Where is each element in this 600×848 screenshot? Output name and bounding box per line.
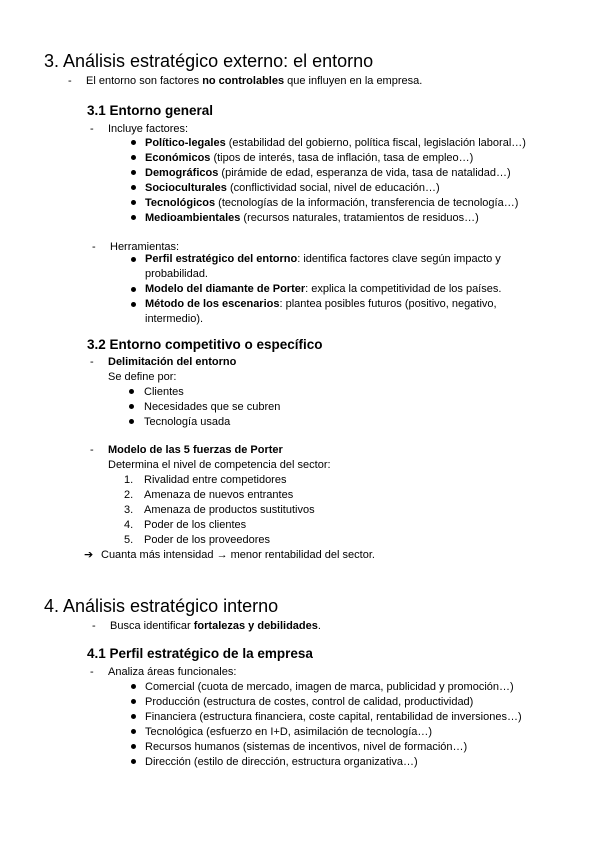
functional-area-item: Recursos humanos (sistemas de incentivos, nivel de formación…) bbox=[145, 741, 468, 753]
dash-marker: - bbox=[92, 620, 96, 632]
section-3-2-title: 3.2 Entorno competitivo o específico bbox=[87, 337, 323, 352]
factor-item: Tecnológicos (tecnologías de la información, transferencia de tecnología…) bbox=[145, 197, 519, 209]
functional-area-item: Comercial (cuota de mercado, imagen de marca, publicidad y promoción…) bbox=[145, 681, 514, 693]
tools-label: Herramientas: bbox=[110, 241, 180, 253]
bullet-icon bbox=[131, 714, 136, 719]
dash-marker: - bbox=[92, 241, 96, 253]
dash-marker: - bbox=[90, 356, 94, 368]
list-number: 2. bbox=[124, 489, 134, 501]
dash-marker: - bbox=[90, 666, 94, 678]
porter-item: Poder de los clientes bbox=[144, 519, 247, 531]
section-4-intro: Busca identificar fortalezas y debilidades. bbox=[110, 620, 321, 632]
delimitation-item: Clientes bbox=[144, 386, 184, 398]
porter-conclusion: Cuanta más intensidad → menor rentabilidad del sector. bbox=[101, 549, 375, 561]
factor-item: Medioambientales (recursos naturales, tratamientos de residuos…) bbox=[145, 212, 479, 224]
tool-item: Método de los escenarios: plantea posibles futuros (positivo, negativo, intermedio). bbox=[145, 298, 497, 325]
dash-marker: - bbox=[68, 75, 72, 87]
bullet-icon bbox=[131, 744, 136, 749]
porter-item: Rivalidad entre competidores bbox=[144, 474, 287, 486]
factor-item: Económicos (tipos de interés, tasa de inflación, tasa de empleo…) bbox=[145, 152, 474, 164]
list-number: 4. bbox=[124, 519, 134, 531]
arrow-icon: ➔ bbox=[84, 549, 94, 561]
delimitation-title: Delimitación del entorno bbox=[108, 356, 237, 368]
bullet-icon bbox=[131, 699, 136, 704]
section-3-1-title: 3.1 Entorno general bbox=[87, 103, 214, 118]
factor-item: Político-legales (estabilidad del gobierno, política fiscal, legislación laboral…) bbox=[145, 137, 526, 149]
functional-area-item: Tecnológica (esfuerzo en I+D, asimilación de tecnología…) bbox=[145, 726, 433, 738]
factors-label: Incluye factores: bbox=[108, 123, 189, 135]
section-3-intro: El entorno son factores no controlables que influyen en la empresa. bbox=[86, 75, 423, 87]
bullet-icon bbox=[131, 170, 136, 175]
tool-item: Modelo del diamante de Porter: explica la competitividad de los países. bbox=[145, 283, 502, 295]
bullet-icon bbox=[131, 200, 136, 205]
list-number: 5. bbox=[124, 534, 134, 546]
bullet-icon bbox=[131, 185, 136, 190]
bullet-icon bbox=[131, 684, 136, 689]
bullet-icon bbox=[131, 302, 136, 307]
bullet-icon bbox=[129, 404, 134, 409]
bullet-icon bbox=[129, 389, 134, 394]
list-number: 3. bbox=[124, 504, 134, 516]
bullet-icon bbox=[131, 257, 136, 262]
functional-area-item: Financiera (estructura financiera, coste capital, rentabilidad de inversiones…) bbox=[145, 711, 522, 723]
porter-item: Amenaza de productos sustitutivos bbox=[144, 504, 315, 516]
porter-subtitle: Determina el nivel de competencia del sector: bbox=[108, 459, 331, 471]
porter-item: Amenaza de nuevos entrantes bbox=[144, 489, 294, 501]
bullet-icon bbox=[131, 287, 136, 292]
list-number: 1. bbox=[124, 474, 134, 486]
factor-item: Demográficos (pirámide de edad, esperanza de vida, tasa de natalidad…) bbox=[145, 167, 511, 179]
bullet-icon bbox=[131, 155, 136, 160]
bullet-icon bbox=[131, 729, 136, 734]
section-4-title: 4. Análisis estratégico interno bbox=[44, 596, 279, 616]
functional-area-item: Producción (estructura de costes, control de calidad, productividad) bbox=[145, 696, 474, 708]
factor-item: Socioculturales (conflictividad social, nivel de educación…) bbox=[145, 182, 440, 194]
bullet-icon bbox=[131, 215, 136, 220]
tool-item: Perfil estratégico del entorno: identifica factores clave según impacto y probabilidad. bbox=[145, 253, 501, 280]
functional-areas-label: Analiza áreas funcionales: bbox=[108, 666, 237, 678]
dash-marker: - bbox=[90, 123, 94, 135]
delimitation-subtitle: Se define por: bbox=[108, 371, 177, 383]
dash-marker: - bbox=[90, 444, 94, 456]
section-3-title: 3. Análisis estratégico externo: el entorno bbox=[44, 51, 374, 71]
bullet-icon bbox=[129, 419, 134, 424]
delimitation-item: Necesidades que se cubren bbox=[144, 401, 281, 413]
porter-item: Poder de los proveedores bbox=[144, 534, 270, 546]
bullet-icon bbox=[131, 140, 136, 145]
functional-area-item: Dirección (estilo de dirección, estructura organizativa…) bbox=[145, 756, 418, 768]
porter-title: Modelo de las 5 fuerzas de Porter bbox=[108, 444, 283, 456]
bullet-icon bbox=[131, 759, 136, 764]
delimitation-item: Tecnología usada bbox=[144, 416, 231, 428]
section-4-1-title: 4.1 Perfil estratégico de la empresa bbox=[87, 646, 313, 661]
